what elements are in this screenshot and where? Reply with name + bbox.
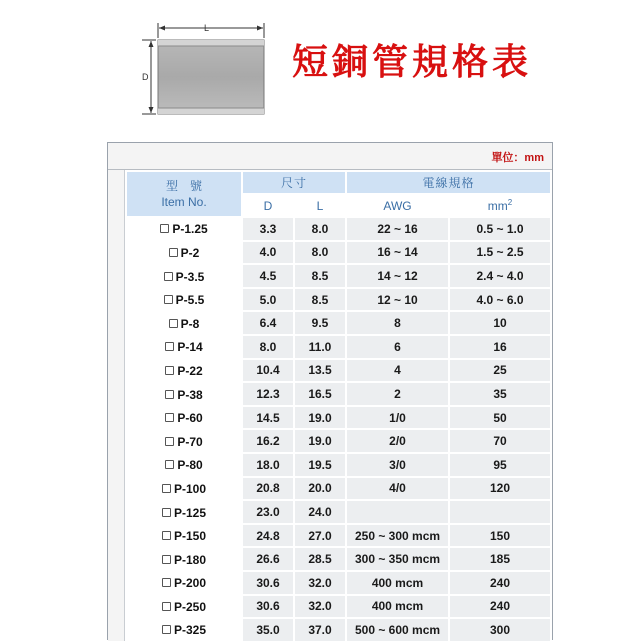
tube-top-rim: [158, 40, 264, 46]
item-code: P-180: [173, 552, 207, 567]
item-code: P-250: [173, 599, 207, 614]
item-checkbox[interactable]: [169, 248, 178, 257]
item-checkbox[interactable]: [169, 319, 178, 328]
item-code: P-100: [173, 481, 207, 496]
cell-mm2: 2.4 ~ 4.0: [449, 264, 551, 288]
cell-mm2: 150: [449, 524, 551, 548]
d-arrow-top: [149, 41, 154, 47]
cell-l: 8.0: [294, 217, 346, 241]
spec-table-container: [107, 142, 553, 640]
cell-d: 6.4: [242, 311, 294, 335]
item-cell: [126, 477, 242, 501]
cell-l: 9.5: [294, 311, 346, 335]
cell-mm2: 4.0 ~ 6.0: [449, 288, 551, 312]
cell-awg: 4/0: [346, 477, 449, 501]
tube-diagram-svg: [138, 20, 273, 120]
item-checkbox[interactable]: [162, 625, 171, 634]
tube-bottom-rim: [158, 108, 264, 114]
cell-mm2: 95: [449, 453, 551, 477]
cell-mm2: 70: [449, 429, 551, 453]
table-left-strip: [108, 170, 125, 641]
cell-awg: 12 ~ 10: [346, 288, 449, 312]
cell-awg: 300 ~ 350 mcm: [346, 547, 449, 571]
l-label: L: [204, 23, 210, 33]
cell-d: 5.0: [242, 288, 294, 312]
table-row: [126, 429, 551, 453]
header-row-group: [126, 171, 551, 194]
cell-mm2: 35: [449, 382, 551, 406]
cell-d: 8.0: [242, 335, 294, 359]
cell-awg: 22 ~ 16: [346, 217, 449, 241]
item-code: P-200: [173, 576, 207, 591]
item-cell: [126, 359, 242, 383]
item-cell: [126, 382, 242, 406]
cell-mm2: 10: [449, 311, 551, 335]
cell-l: 16.5: [294, 382, 346, 406]
table-row: [126, 311, 551, 335]
cell-d: 20.8: [242, 477, 294, 501]
cell-d: 12.3: [242, 382, 294, 406]
cell-awg: 400 mcm: [346, 595, 449, 619]
table-row: [126, 382, 551, 406]
item-code: P-325: [173, 623, 207, 638]
cell-awg: 400 mcm: [346, 571, 449, 595]
header-item-no: [126, 171, 242, 217]
table-row: [126, 359, 551, 383]
table-row: [126, 264, 551, 288]
table-row: [126, 618, 551, 642]
item-checkbox[interactable]: [162, 484, 171, 493]
item-checkbox[interactable]: [164, 272, 173, 281]
cell-mm2: 120: [449, 477, 551, 501]
item-checkbox[interactable]: [165, 437, 174, 446]
item-code: P-14: [177, 340, 203, 355]
page-title: 短銅管規格表: [292, 41, 533, 83]
table-row: [126, 595, 551, 619]
header-d: D: [242, 194, 294, 217]
table-row: [126, 217, 551, 241]
tube-dimension-diagram: [138, 20, 273, 120]
item-code: P-5.5: [175, 292, 205, 307]
table-row: [126, 453, 551, 477]
cell-mm2: 16: [449, 335, 551, 359]
cell-d: 30.6: [242, 595, 294, 619]
table-row: [126, 406, 551, 430]
cell-mm2: 0.5 ~ 1.0: [449, 217, 551, 241]
item-code: P-60: [177, 410, 203, 425]
unit-bar: [108, 143, 552, 170]
item-code: P-1.25: [172, 222, 208, 237]
item-code: P-38: [177, 387, 203, 402]
cell-d: 24.8: [242, 524, 294, 548]
cell-awg: 8: [346, 311, 449, 335]
item-checkbox[interactable]: [162, 531, 171, 540]
cell-d: 18.0: [242, 453, 294, 477]
header-awg: AWG: [346, 194, 449, 217]
header-size-group: 尺寸: [242, 171, 346, 194]
item-cell: [126, 311, 242, 335]
table-row: [126, 288, 551, 312]
item-checkbox[interactable]: [165, 413, 174, 422]
l-arrow-left: [159, 26, 165, 31]
cell-l: 8.5: [294, 288, 346, 312]
item-checkbox[interactable]: [165, 342, 174, 351]
item-checkbox[interactable]: [165, 460, 174, 469]
item-cell: [126, 571, 242, 595]
cell-mm2: 50: [449, 406, 551, 430]
unit-label: 單位：mm: [491, 152, 544, 164]
cell-l: 24.0: [294, 500, 346, 524]
item-cell: [126, 406, 242, 430]
item-checkbox[interactable]: [165, 390, 174, 399]
cell-awg: [346, 500, 449, 524]
cell-d: 3.3: [242, 217, 294, 241]
cell-l: 27.0: [294, 524, 346, 548]
header-mm2: [449, 194, 551, 217]
cell-d: 14.5: [242, 406, 294, 430]
item-cell: [126, 288, 242, 312]
cell-l: 8.0: [294, 241, 346, 265]
item-cell: [126, 241, 242, 265]
item-code: P-3.5: [175, 269, 205, 284]
item-cell: [126, 335, 242, 359]
cell-awg: 2/0: [346, 429, 449, 453]
table-row: [126, 241, 551, 265]
item-cell: [126, 595, 242, 619]
cell-l: 20.0: [294, 477, 346, 501]
cell-l: 19.5: [294, 453, 346, 477]
item-checkbox[interactable]: [162, 555, 171, 564]
cell-awg: 4: [346, 359, 449, 383]
header-l: L: [294, 194, 346, 217]
cell-mm2: 25: [449, 359, 551, 383]
item-cell: [126, 500, 242, 524]
header-mm2-base: mm: [487, 199, 508, 213]
header-mm2-sup: 2: [507, 198, 513, 207]
cell-d: 26.6: [242, 547, 294, 571]
item-code: P-70: [177, 434, 203, 449]
cell-mm2: [449, 500, 551, 524]
l-arrow-right: [257, 26, 263, 31]
item-code: P-125: [173, 505, 207, 520]
item-cell: [126, 524, 242, 548]
item-cell: [126, 547, 242, 571]
item-code: P-8: [180, 316, 200, 331]
item-cell: [126, 453, 242, 477]
item-code: P-80: [177, 458, 203, 473]
cell-awg: 14 ~ 12: [346, 264, 449, 288]
item-code: P-2: [180, 245, 200, 260]
cell-mm2: 240: [449, 595, 551, 619]
item-checkbox[interactable]: [162, 602, 171, 611]
cell-mm2: 185: [449, 547, 551, 571]
cell-d: 30.6: [242, 571, 294, 595]
table-row: [126, 500, 551, 524]
table-row: [126, 335, 551, 359]
item-cell: [126, 429, 242, 453]
cell-l: 11.0: [294, 335, 346, 359]
cell-mm2: 300: [449, 618, 551, 642]
cell-l: 19.0: [294, 406, 346, 430]
header-item-cn: 型 號: [165, 179, 202, 193]
table-row: [126, 524, 551, 548]
item-code: P-22: [177, 363, 203, 378]
item-code: P-150: [173, 528, 207, 543]
table-row: [126, 571, 551, 595]
tube-body: [158, 40, 264, 114]
cell-awg: 250 ~ 300 mcm: [346, 524, 449, 548]
cell-l: 32.0: [294, 595, 346, 619]
cell-l: 13.5: [294, 359, 346, 383]
d-label: D: [142, 72, 149, 82]
item-cell: [126, 217, 242, 241]
cell-d: 35.0: [242, 618, 294, 642]
d-arrow-bottom: [149, 107, 154, 113]
cell-awg: 500 ~ 600 mcm: [346, 618, 449, 642]
cell-awg: 1/0: [346, 406, 449, 430]
cell-d: 23.0: [242, 500, 294, 524]
header-item-en: Item No.: [161, 195, 207, 209]
cell-l: 8.5: [294, 264, 346, 288]
cell-l: 19.0: [294, 429, 346, 453]
item-checkbox[interactable]: [164, 295, 173, 304]
cell-d: 4.0: [242, 241, 294, 265]
cell-d: 16.2: [242, 429, 294, 453]
cell-awg: 16 ~ 14: [346, 241, 449, 265]
cell-l: 28.5: [294, 547, 346, 571]
table-row: [126, 477, 551, 501]
header-wire-group: 電線規格: [346, 171, 551, 194]
item-checkbox[interactable]: [162, 508, 171, 517]
item-cell: [126, 618, 242, 642]
cell-mm2: 240: [449, 571, 551, 595]
item-cell: [126, 264, 242, 288]
spec-table-body: [126, 217, 551, 642]
cell-awg: 3/0: [346, 453, 449, 477]
table-row: [126, 547, 551, 571]
cell-mm2: 1.5 ~ 2.5: [449, 241, 551, 265]
item-checkbox[interactable]: [162, 578, 171, 587]
cell-awg: 2: [346, 382, 449, 406]
spec-table: [125, 170, 552, 643]
cell-l: 32.0: [294, 571, 346, 595]
cell-d: 4.5: [242, 264, 294, 288]
item-checkbox[interactable]: [160, 224, 169, 233]
cell-d: 10.4: [242, 359, 294, 383]
item-checkbox[interactable]: [165, 366, 174, 375]
cell-l: 37.0: [294, 618, 346, 642]
cell-awg: 6: [346, 335, 449, 359]
